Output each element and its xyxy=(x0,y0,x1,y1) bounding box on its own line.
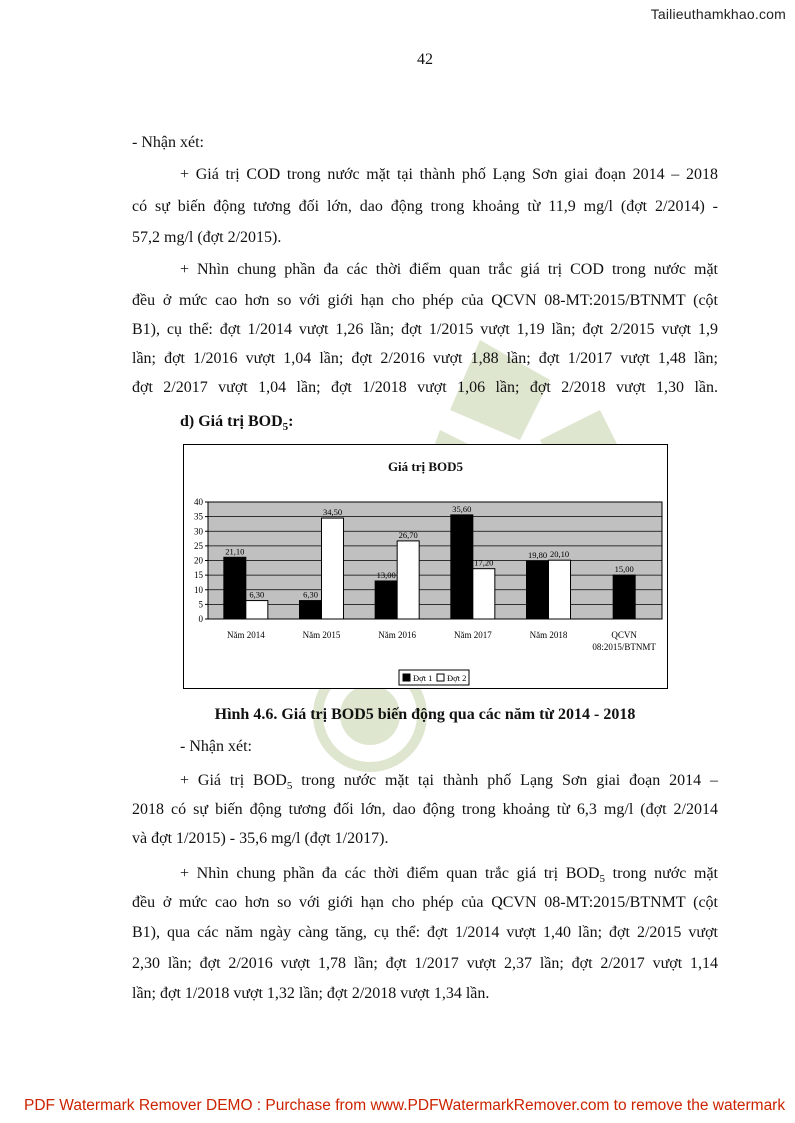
cod-paragraph-2-line: đợt 2/2017 vượt 1,04 lần; đợt 1/2018 vượt 1,06 lần; đợt 2/2018 vượt 1,30 lần. xyxy=(132,379,718,396)
bar-dot-1 xyxy=(451,515,473,619)
bar-dot-1 xyxy=(224,557,246,619)
x-tick-label: Năm 2015 xyxy=(302,630,341,640)
bar-dot-1 xyxy=(613,575,635,619)
bod-paragraph-1-line: 2018 có sự biến động tương đối lớn, dao động trong khoảng từ 6,3 mg/l (đợt 2/2014 xyxy=(132,801,718,818)
x-tick-label: Năm 2018 xyxy=(529,630,568,640)
bar-dot-2 xyxy=(397,541,419,619)
data-label: 35,60 xyxy=(452,503,472,514)
cod-paragraph-1-line: có sự biến động tương đối lớn, dao động trong khoảng từ 11,9 mg/l (đợt 2/2014) - xyxy=(132,198,718,215)
data-label: 20,10 xyxy=(549,549,570,560)
y-tick-label: 0 xyxy=(198,614,203,624)
remark-heading-1: - Nhận xét: xyxy=(132,134,204,151)
bar-dot-2 xyxy=(549,560,571,619)
data-label: 17,20 xyxy=(474,557,494,568)
bod-paragraph-1-line: + Giá trị $BOD_5$ trong nước mặt tại thành phố Lạng Sơn giai đoạn 2014 – xyxy=(180,772,718,793)
bar-dot-2 xyxy=(322,518,344,619)
data-label: 15,00 xyxy=(614,564,634,575)
bar-dot-2 xyxy=(246,601,268,619)
data-label: 34,50 xyxy=(322,507,343,518)
data-label: 19,80 xyxy=(527,550,548,561)
bar-dot-2 xyxy=(473,569,495,619)
bod5-chart xyxy=(183,444,668,689)
x-tick-label: 08:2015/BTNMT xyxy=(592,642,656,652)
watermark-site-text: Tailieuthamkhao.com xyxy=(650,6,786,22)
bar-dot-1 xyxy=(527,561,549,619)
chart-title: Giá trị BOD5 xyxy=(387,459,464,474)
bod-paragraph-2-line: đều ở mức cao hơn so với giới hạn cho phép của QCVN 08-MT:2015/BTNMT (cột xyxy=(132,894,718,911)
bod-paragraph-2-line: lần; đợt 1/2018 vượt 1,32 lần; đợt 2/2018 vượt 1,34 lần. xyxy=(132,985,490,1002)
data-label: 21,10 xyxy=(225,546,245,557)
cod-paragraph-1-line: 57,2 mg/l (đợt 2/2015). xyxy=(132,229,282,246)
bar-dot-1 xyxy=(300,601,322,619)
y-tick-label: 10 xyxy=(194,584,203,595)
remark-heading-2: - Nhận xét: xyxy=(180,738,252,755)
demo-watermark-banner: PDF Watermark Remover DEMO : Purchase from www.PDFWatermarkRemover.com to remove the watermark xyxy=(24,1097,786,1114)
x-tick-label: Năm 2014 xyxy=(226,630,265,640)
y-tick-label: 25 xyxy=(194,540,203,551)
cod-paragraph-2-line: lần; đợt 1/2016 vượt 1,04 lần; đợt 2/2016 vượt 1,88 lần; đợt 1/2017 vượt 1,48 lần; xyxy=(132,350,718,367)
subheading-bod5: d) Giá trị $BOD_5$: xyxy=(180,413,294,434)
y-tick-label: 15 xyxy=(194,570,203,581)
bod-paragraph-2-line: + Nhìn chung phần đa các thời điểm quan trắc giá trị $BOD_5$ trong nước mặt xyxy=(180,865,718,886)
bod-paragraph-1-line: và đợt 1/2015) - 35,6 mg/l (đợt 1/2017). xyxy=(132,830,389,847)
y-tick-label: 40 xyxy=(194,497,203,507)
data-label: 6,30 xyxy=(249,589,265,600)
legend-swatch xyxy=(403,674,410,681)
data-label: 13,00 xyxy=(376,569,396,580)
data-label: 6,30 xyxy=(303,589,318,600)
cod-paragraph-2-line: đều ở mức cao hơn so với giới hạn cho phép của QCVN 08-MT:2015/BTNMT (cột xyxy=(132,292,718,309)
y-tick-label: 5 xyxy=(198,599,203,610)
legend-swatch xyxy=(437,674,444,681)
x-tick-label: Năm 2017 xyxy=(453,630,492,640)
x-tick-label: QCVN xyxy=(611,630,637,640)
cod-paragraph-2-line: + Nhìn chung phần đa các thời điểm quan trắc giá trị COD trong nước mặt xyxy=(180,261,718,278)
legend-label: Đợt 2 xyxy=(447,673,467,683)
legend-label: Đợt 1 xyxy=(413,673,433,683)
y-tick-label: 20 xyxy=(194,555,203,566)
chart-canvas xyxy=(184,445,669,690)
y-tick-label: 35 xyxy=(194,511,203,522)
figure-caption: Hình 4.6. Giá trị BOD5 biến động qua các năm từ 2014 - 2018 xyxy=(214,706,636,723)
bar-dot-1 xyxy=(375,581,397,619)
page-number: 42 xyxy=(417,51,433,68)
cod-paragraph-1-line: + Giá trị COD trong nước mặt tại thành phố Lạng Sơn giai đoạn 2014 – 2018 xyxy=(180,166,718,183)
x-tick-label: Năm 2016 xyxy=(378,630,417,640)
bod-paragraph-2-line: 2,30 lần; đợt 2/2016 vượt 1,78 lần; đợt 1/2017 vượt 2,37 lần; đợt 2/2017 vượt 1,14 xyxy=(132,955,718,972)
bod-paragraph-2-line: B1), qua các năm ngày càng tăng, cụ thể: đợt 1/2014 vượt 1,40 lần; đợt 2/2015 vượt xyxy=(132,924,718,941)
data-label: 26,70 xyxy=(398,529,418,540)
cod-paragraph-2-line: B1), cụ thể: đợt 1/2014 vượt 1,26 lần; đợt 1/2015 vượt 1,19 lần; đợt 2/2015 vượt 1,9 xyxy=(132,321,718,338)
y-tick-label: 30 xyxy=(194,526,203,537)
